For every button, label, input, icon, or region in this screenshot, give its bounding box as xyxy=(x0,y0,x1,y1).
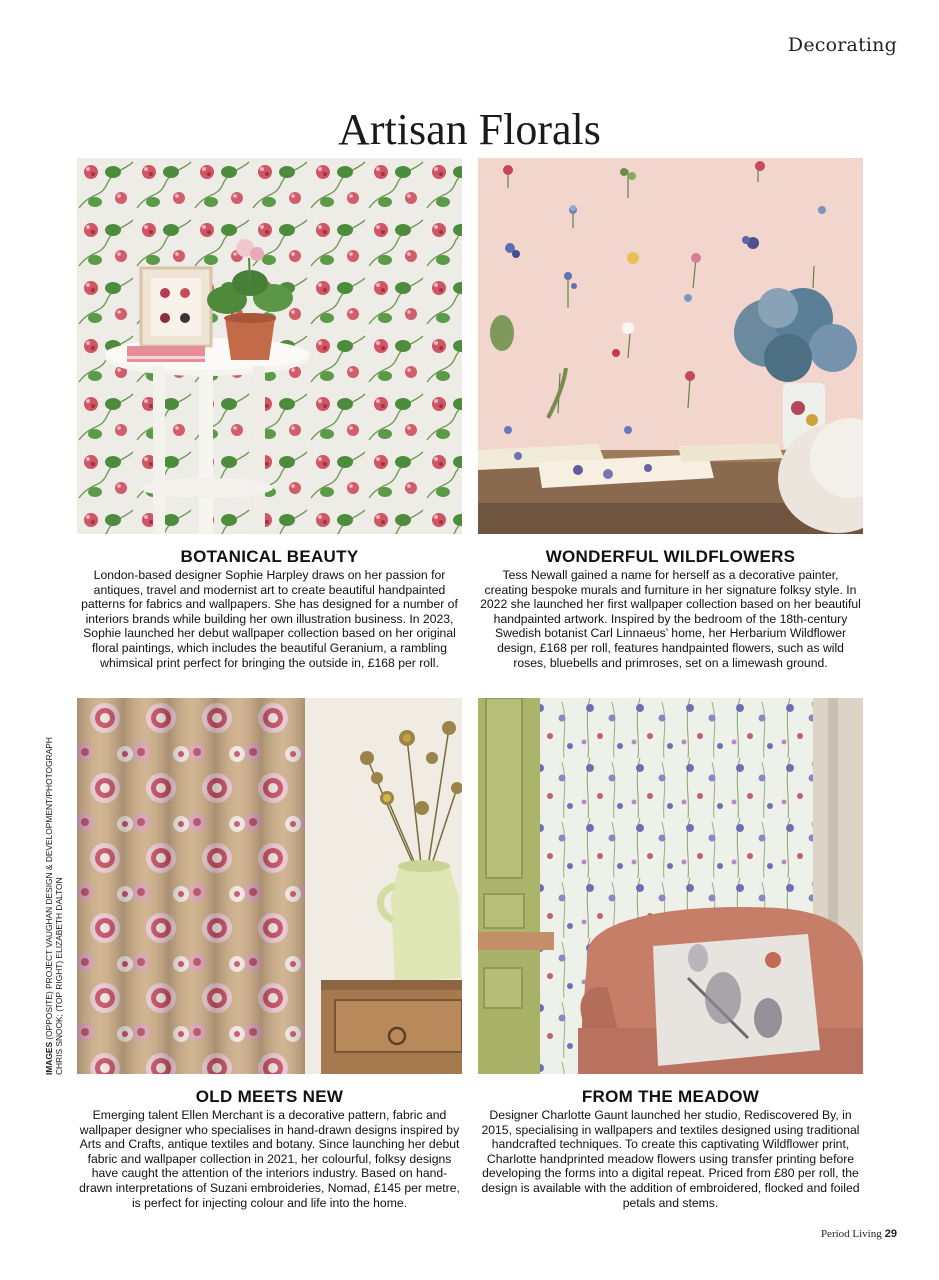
photo-credit xyxy=(44,737,64,1075)
article-heading: WONDERFUL WILDFLOWERS xyxy=(545,547,796,566)
article-wonderful-wildflowers xyxy=(478,547,863,670)
page-number: 29 xyxy=(884,1228,897,1240)
meadow-wallpaper-photo xyxy=(478,698,863,1074)
credit-line-1: (OPPOSITE) PROJECT VAUGHAN DESIGN & DEVELOPMENT/PHOTOGRAPH xyxy=(44,737,54,1040)
page-footer xyxy=(821,1228,897,1240)
article-from-the-meadow xyxy=(478,1087,863,1210)
credit-line-2: CHRIS SNOOK; (TOP RIGHT) ELIZABETH DALTON xyxy=(54,877,64,1075)
article-heading: OLD MEETS NEW xyxy=(195,1087,344,1106)
wildflower-mural-photo xyxy=(478,158,863,534)
article-body: Designer Charlotte Gaunt launched her studio, Rediscovered By, in 2015, specialising in wallpapers and textiles designed using traditional handcrafted techniques. To create this captivating Wildflower print, Charlotte handprinted meadow flowers using transfer printing before developing the forms into a digital repeat. Priced from £80 per roll, the design is available with the addition of embroidered, flocked and foiled petals and stems. xyxy=(481,1108,860,1210)
page-title: Artisan Florals xyxy=(338,105,601,154)
article-botanical-beauty xyxy=(77,547,462,670)
nomad-fabric-photo xyxy=(77,698,462,1074)
article-heading: FROM THE MEADOW xyxy=(581,1087,760,1106)
credit-label: IMAGES xyxy=(44,1041,54,1075)
article-body: Tess Newall gained a name for herself as a decorative painter, creating bespoke murals and furniture in her signature folksy style. In 2022 she launched her first wallpaper collection based on her beautiful handpainted artwork. Inspired by the bedroom of the 18th-century Swedish botanist Carl Linnaeus’ home, her Herbarium Wildflower design, £168 per roll, features handpainted flowers, such as wild roses, bluebells and primroses, set on a limewash ground. xyxy=(480,568,861,670)
publication-name: Period Living xyxy=(820,1228,882,1240)
article-body: London-based designer Sophie Harpley draws on her passion for antiques, travel and modernist art to create beautiful handpainted patterns for fabrics and wallpapers. She has designed for a number of interiors brands while building her own illustration business. In 2023, Sophie launched her debut wallpaper collection based on her original floral paintings, which includes the beautiful Geranium, a rambling whimsical print perfect for bringing the outside in, £168 per roll. xyxy=(81,568,458,670)
article-old-meets-new xyxy=(77,1087,462,1210)
article-body: Emerging talent Ellen Merchant is a decorative pattern, fabric and wallpaper designer who specialises in hand-drawn designs inspired by Arts and Crafts, antique textiles and botany. Since launching her debut fabric and wallpaper collection in 2021, her colourful, folksy designs have caught the attention of the interiors industry. Based on hand-drawn interpretations of Suzani embroideries, Nomad, £145 per metre, is perfect for injecting colour and life into the home. xyxy=(79,1108,460,1210)
geranium-wallpaper-photo xyxy=(77,158,462,534)
article-heading: BOTANICAL BEAUTY xyxy=(180,547,359,566)
section-label: Decorating xyxy=(787,34,897,56)
